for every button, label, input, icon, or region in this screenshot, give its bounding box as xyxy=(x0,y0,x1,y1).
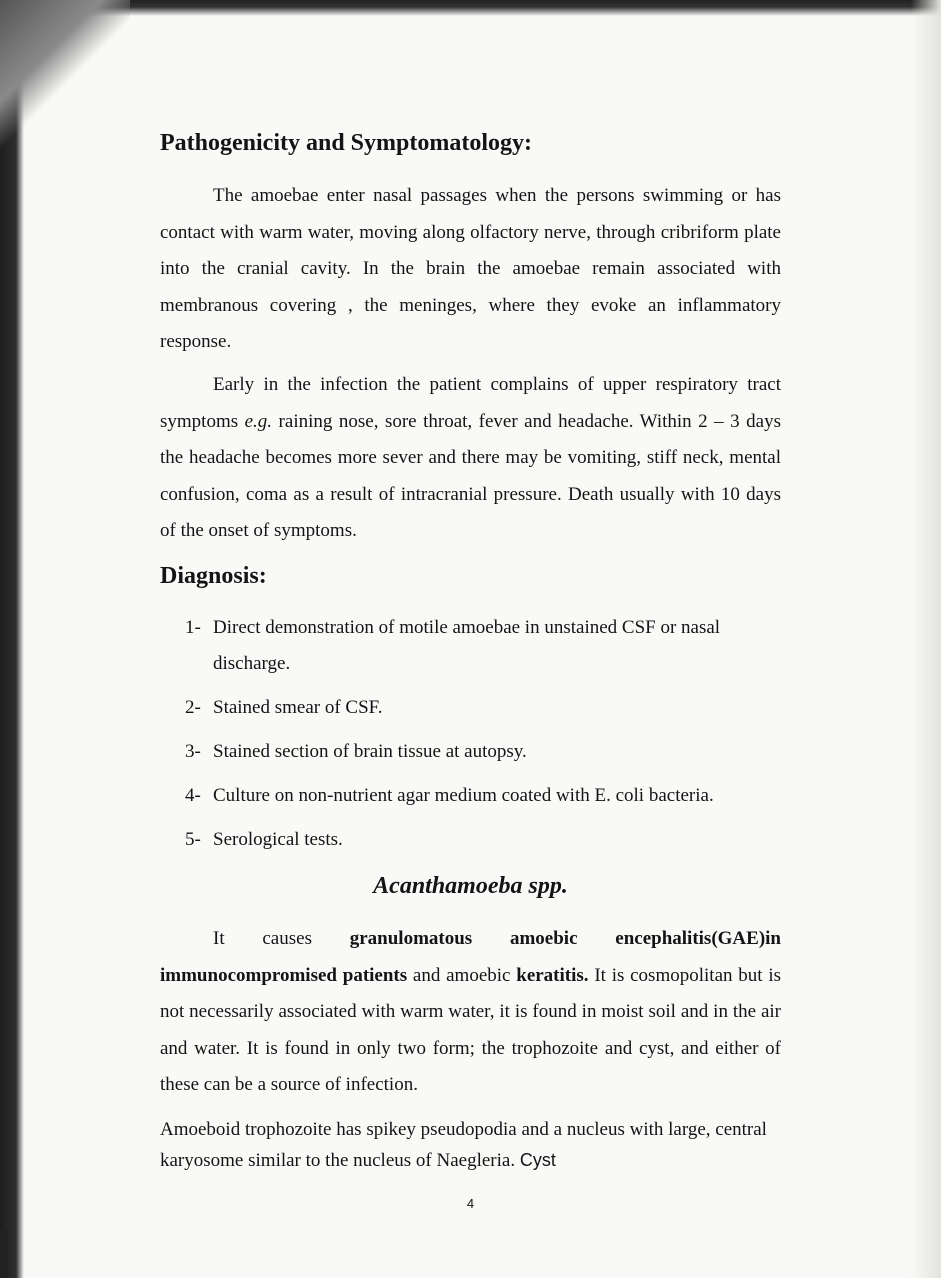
pathogenicity-heading: Pathogenicity and Symptomatology: xyxy=(160,130,532,156)
scan-edge-left-bottom xyxy=(0,1230,8,1278)
scan-edge-top xyxy=(0,0,941,16)
scan-edge-right xyxy=(911,0,941,1278)
diagnosis-heading: Diagnosis: xyxy=(160,563,267,589)
acanthamoeba-paragraph-1: It causes granulomatous amoebic encephalitis(GAE)in immunocompromised patients and amoebic keratitis. It is cosmopolitan but is not necessarily associated with warm water, it is found in moist soil and in the air and water. It is found in only two form; the trophozoite and cyst, and either of these can be a source of infection. xyxy=(160,928,781,1095)
acanthamoeba-paragraph-2: Amoeboid trophozoite has spikey pseudopodia and a nucleus with large, central karyosome similar to the nucleus of Naegleria. Cyst xyxy=(160,1119,767,1171)
diagnosis-item: 5- Serological tests. xyxy=(185,829,343,850)
scan-folded-corner xyxy=(0,0,130,160)
pathogenicity-paragraph-1: The amoebae enter nasal passages when the persons swimming or has contact with warm water, moving along olfactory nerve, through cribriform plate into the cranial cavity. In the brain the amoebae remain associated with membranous covering , the meninges, where they evoke an inflammatory response. xyxy=(160,185,781,352)
diagnosis-item: 3- Stained section of brain tissue at autopsy. xyxy=(185,741,527,762)
page-number: 4 xyxy=(466,1196,475,1211)
pathogenicity-paragraph-2: Early in the infection the patient complains of upper respiratory tract symptoms e.g. raining nose, sore throat, fever and headache. Within 2 – 3 days the headache becomes more sever and there may be vomiting, stiff neck, mental confusion, coma as a result of intracranial pressure. Death usually with 10 days of the onset of symptoms. xyxy=(160,374,781,541)
diagnosis-item: 2- Stained smear of CSF. xyxy=(185,697,383,718)
diagnosis-list xyxy=(160,610,781,858)
scan-edge-left xyxy=(0,0,24,1278)
acanthamoeba-title: Acanthamoeba spp. xyxy=(373,873,568,899)
diagnosis-item: 1- Direct demonstration of motile amoebae in unstained CSF or nasal discharge. xyxy=(185,617,721,674)
diagnosis-item: 4- Culture on non-nutrient agar medium coated with E. coli bacteria. xyxy=(185,785,714,806)
